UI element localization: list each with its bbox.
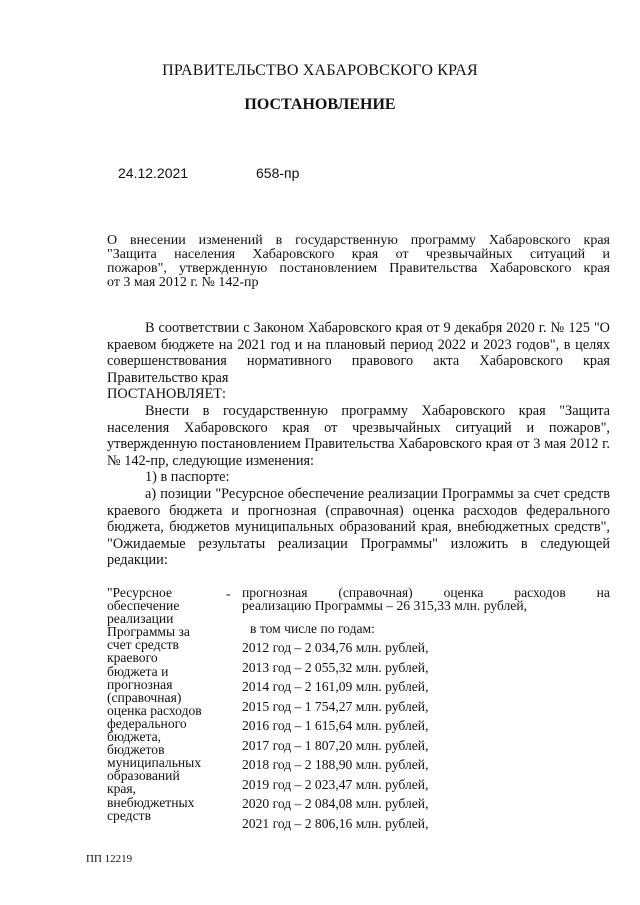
position-name-cell — [107, 586, 219, 822]
position-name-line: прогнозная — [107, 676, 173, 692]
intro-word: на — [596, 585, 610, 600]
position-value-cell — [242, 586, 610, 833]
year-amount: 2020 год – 2 084,08 млн. рублей, — [242, 796, 429, 811]
year-amount: 2016 год – 1 615,64 млн. рублей, — [242, 718, 429, 733]
position-name-line: реализации — [107, 611, 174, 627]
government-name: ПРАВИТЕЛЬСТВО ХАБАРОВСКОГО КРАЯ — [162, 62, 478, 79]
position-name-line: Программы за — [107, 624, 190, 640]
yearly-amounts-list — [242, 638, 610, 833]
subject-line: "Защита населения Хабаровского края от чрезвычайных ситуаций и — [107, 247, 610, 262]
document-date: 24.12.2021 — [118, 165, 189, 181]
document-number: 658-пр — [256, 165, 300, 181]
document-subject — [107, 234, 610, 290]
year-amount: 2015 год – 1 754,27 млн. рублей, — [242, 698, 429, 714]
year-amount: 2013 год – 2 055,32 млн. рублей, — [242, 659, 429, 675]
position-name-line: оценка расходов — [107, 702, 202, 718]
year-amount: 2021 год – 2 806,16 млн. рублей, — [242, 815, 429, 831]
position-name-line: обеспечение — [107, 598, 180, 614]
by-years-label: в том числе по годам: — [250, 621, 375, 636]
year-amount: 2017 год – 1 807,20 млн. рублей, — [242, 737, 429, 753]
program-total: реализацию Программы – 26 315,33 млн. рублей, — [242, 598, 527, 613]
position-name-line: средств — [107, 807, 151, 823]
position-item: а) позиции "Ресурсное обеспечение реализации Программы за счет средств краевого бюджета и прогнозная (справочная) оценка расходов федерального бюджета, бюджетов муниципальных образований края, внебюджетных средств", "Ожидаемые результаты реализации Программы" изложить в следующей редакции: — [107, 485, 610, 569]
intro-word: (справочная) — [338, 585, 413, 600]
position-name-line: бюджета, — [107, 729, 162, 745]
decree-word: ПОСТАНОВЛЯЕТ: — [107, 386, 227, 403]
position-name-line: образований — [107, 768, 180, 784]
amendment-paragraph: Внести в государственную программу Хабаровского края "Защита населения Хабаровского края от чрезвычайных ситуаций и пожаров", утвержденную постановлением Правительства Хабаровского края от 3 мая 2012 г. № 142-пр, следующие изменения: — [107, 402, 610, 469]
position-name-line: бюджетов — [107, 742, 165, 758]
subject-line: пожаров", утвержденную постановлением Правительства Хабаровского края — [107, 261, 610, 276]
position-name-line: бюджета и — [107, 663, 169, 679]
separator-dash: - — [226, 586, 231, 601]
intro-word: прогнозная — [242, 585, 308, 600]
year-amount: 2019 год – 2 023,47 млн. рублей, — [242, 776, 429, 792]
year-amount: 2014 год – 2 161,09 млн. рублей, — [242, 679, 429, 694]
year-amount: 2018 год – 2 188,90 млн. рублей, — [242, 757, 429, 772]
position-name-line: муниципальных — [107, 755, 202, 771]
preamble-paragraph: В соответствии с Законом Хабаровского края от 9 декабря 2020 г. № 125 "О краевом бюджете на 2021 год и на плановый период 2022 и 2023 годов", в целях совершенствования нормативного правового акта Хабаровского края Правительство края — [107, 320, 610, 386]
position-name-line: счет средств — [107, 637, 179, 653]
position-name-line: края, — [107, 781, 137, 797]
position-name-line: краевого — [107, 650, 158, 666]
document-code: ПП 12219 — [86, 853, 133, 865]
position-name-line: внебюджетных — [107, 794, 195, 810]
position-name-line: федерального — [107, 715, 187, 731]
year-amount: 2012 год – 2 034,76 млн. рублей, — [242, 640, 429, 655]
position-name-line: "Ресурсное — [107, 585, 173, 600]
subject-line: от 3 мая 2012 г. № 142-пр — [107, 275, 259, 290]
passport-item: 1) в паспорте: — [145, 469, 230, 486]
document-type: ПОСТАНОВЛЕНИЕ — [244, 96, 396, 113]
subject-line: О внесении изменений в государственную программу Хабаровского края — [107, 233, 610, 248]
position-name-line: (справочная) — [107, 689, 182, 705]
intro-word: расходов — [514, 585, 566, 600]
intro-word: оценка — [443, 585, 484, 600]
document-body — [107, 320, 610, 569]
